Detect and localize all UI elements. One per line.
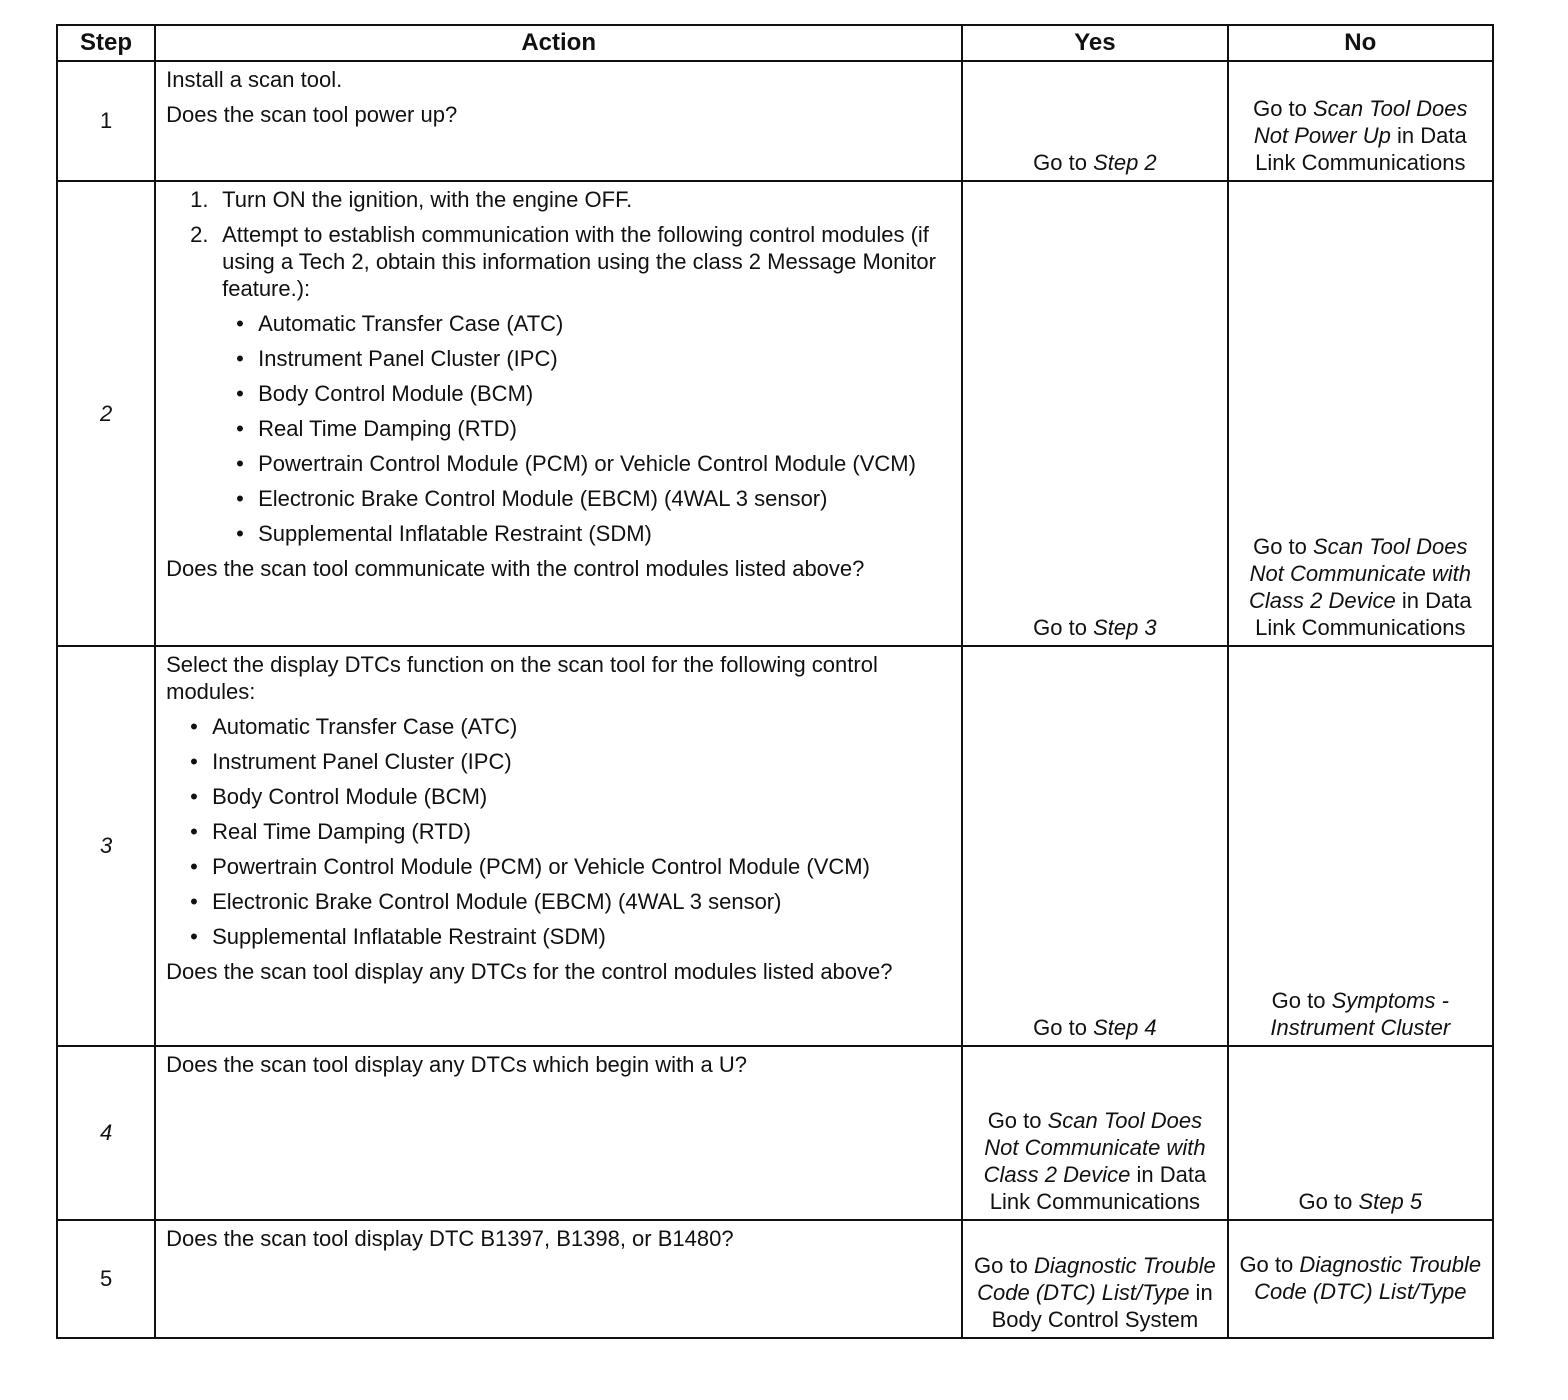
no-pre: Go to (1239, 1252, 1300, 1277)
yes-ref: Step 4 (1093, 1015, 1157, 1040)
no-pre: Go to (1253, 534, 1313, 559)
header-row (57, 25, 1493, 61)
action-question: Does the scan tool display any DTCs which begin with a U? (166, 1052, 747, 1077)
yes-cell (962, 1046, 1227, 1220)
bullet-item: • Automatic Transfer Case (ATC) (190, 714, 518, 739)
action-question: Does the scan tool power up? (166, 102, 458, 127)
yes-pre: Go to (1033, 150, 1094, 175)
yes-ref: Diagnostic Trouble Code (DTC) List/Type (977, 1253, 1216, 1305)
no-cell (1228, 646, 1493, 1046)
action-cell (155, 646, 962, 1046)
action-cell (155, 1220, 962, 1338)
yes-post: in Data Link Communications (989, 1162, 1207, 1214)
action-cell (155, 181, 962, 646)
bullet-item: • Powertrain Control Module (PCM) or Vehicle Control Module (VCM) (236, 451, 916, 476)
step-number: 4 (57, 1046, 155, 1220)
bullet-item: • Supplemental Inflatable Restraint (SDM) (190, 924, 606, 949)
action-cell (155, 61, 962, 181)
yes-pre: Go to (974, 1253, 1034, 1278)
step-number: 2 (57, 181, 155, 646)
bullet-item: • Instrument Panel Cluster (IPC) (190, 749, 512, 774)
action-question: Does the scan tool communicate with the control modules listed above? (166, 556, 865, 581)
no-ref: Diagnostic Trouble Code (DTC) List/Type (1254, 1252, 1482, 1304)
bullet-item: • Instrument Panel Cluster (IPC) (236, 346, 558, 371)
yes-cell (962, 61, 1227, 181)
bullet-item: • Body Control Module (BCM) (236, 381, 534, 406)
yes-cell (962, 646, 1227, 1046)
no-cell (1228, 181, 1493, 646)
yes-ref: Scan Tool Does Not Communicate with Class 2 Device (983, 1108, 1206, 1187)
bullet-item: • Real Time Damping (RTD) (190, 819, 471, 844)
table-row (57, 1220, 1493, 1338)
table-row (57, 1046, 1493, 1220)
diagnostic-table (56, 24, 1494, 1339)
no-post: in Data Link Communications (1255, 588, 1472, 640)
header-step: Step (57, 25, 155, 61)
action-cell (155, 1046, 962, 1220)
no-cell (1228, 61, 1493, 181)
header-no: No (1228, 25, 1493, 61)
no-ref: Step 5 (1358, 1189, 1423, 1214)
bullet-item: • Automatic Transfer Case (ATC) (236, 311, 564, 336)
no-pre: Go to (1271, 988, 1332, 1013)
no-pre: Go to (1298, 1189, 1359, 1214)
no-ref: Symptoms - Instrument Cluster (1270, 988, 1451, 1040)
yes-cell (962, 181, 1227, 646)
yes-pre: Go to (1033, 1015, 1094, 1040)
table-row (57, 181, 1493, 646)
no-cell (1228, 1046, 1493, 1220)
step-number: 3 (57, 646, 155, 1046)
step-number: 1 (57, 61, 155, 181)
no-cell (1228, 1220, 1493, 1338)
header-yes: Yes (962, 25, 1227, 61)
step-number: 5 (57, 1220, 155, 1338)
table-row (57, 646, 1493, 1046)
yes-pre: Go to (987, 1108, 1048, 1133)
bullet-item: • Electronic Brake Control Module (EBCM) (4WAL 3 sensor) (236, 486, 828, 511)
numbered-item: 1. Turn ON the ignition, with the engine OFF. (190, 187, 633, 212)
header-action: Action (155, 25, 962, 61)
bullet-item: • Electronic Brake Control Module (EBCM) (4WAL 3 sensor) (190, 889, 782, 914)
bullet-item: • Real Time Damping (RTD) (236, 416, 517, 441)
action-question: Does the scan tool display DTC B1397, B1398, or B1480? (166, 1226, 734, 1251)
bullet-item: • Body Control Module (BCM) (190, 784, 488, 809)
bullet-item: • Powertrain Control Module (PCM) or Vehicle Control Module (VCM) (190, 854, 870, 879)
no-ref: Scan Tool Does Not Power Up (1253, 96, 1468, 148)
yes-post: in Body Control System (991, 1280, 1213, 1332)
numbered-item: 2. Attempt to establish communication with the following control modules (if using a Tech 2, obtain this information using the class 2 Message Monitor feature.): (190, 222, 936, 301)
action-intro: Select the display DTCs function on the scan tool for the following control modules: (166, 652, 878, 704)
no-ref: Scan Tool Does Not Communicate with Class 2 Device (1249, 534, 1471, 613)
yes-pre: Go to (1033, 615, 1094, 640)
bullet-item: • Supplemental Inflatable Restraint (SDM) (236, 521, 652, 546)
no-post: in Data Link Communications (1255, 123, 1467, 175)
yes-cell (962, 1220, 1227, 1338)
no-pre: Go to (1253, 96, 1313, 121)
table-row (57, 61, 1493, 181)
action-intro: Install a scan tool. (166, 67, 343, 92)
action-question: Does the scan tool display any DTCs for the control modules listed above? (166, 959, 893, 984)
yes-ref: Step 2 (1093, 150, 1157, 175)
yes-ref: Step 3 (1093, 615, 1157, 640)
